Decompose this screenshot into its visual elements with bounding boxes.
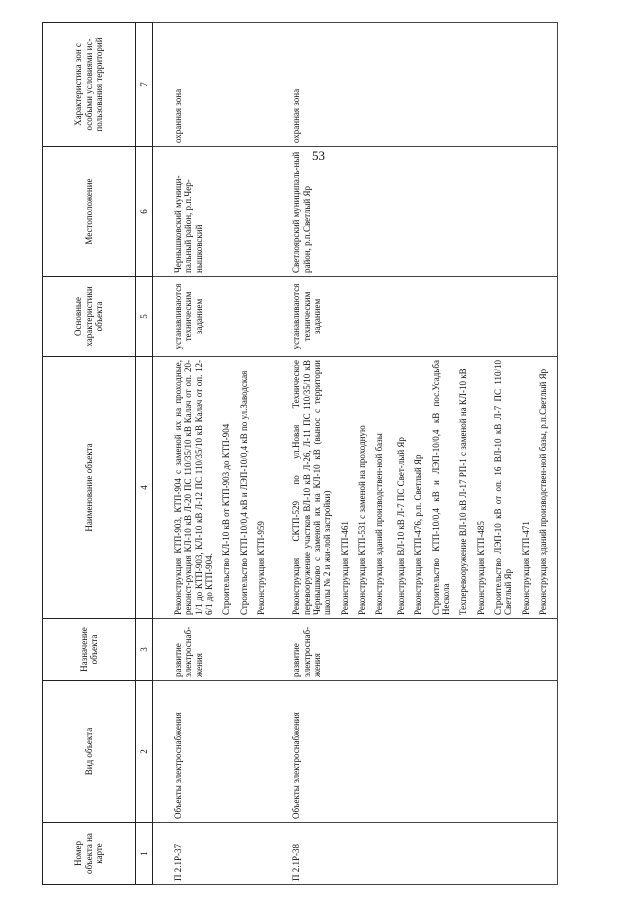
object-names — [394, 357, 558, 619]
rotated-table-container — [42, 23, 632, 885]
object-type: Объекты электроснабжения — [275, 681, 393, 823]
object-name-item: Реконструкция КТП-471 — [520, 521, 531, 615]
object-zone: охранная зона — [275, 23, 393, 147]
object-name-item: Реконструкция КТП-485 — [475, 521, 486, 615]
page-number: 53 — [312, 148, 325, 163]
object-purpose: развитие электроснаб-жения — [275, 619, 393, 681]
object-name-item: Реконструкция ВЛ-10 кВ Л-7 ПС Свет-лый Яр — [395, 437, 406, 615]
object-type: Объекты электроснабжения — [167, 681, 275, 823]
object-purpose: развитие электроснаб-жения — [167, 619, 275, 681]
spacer-row — [153, 23, 168, 885]
object-number: П 2.1Р-38 — [275, 823, 393, 885]
object-number: П 2.1Р-37 — [167, 823, 275, 885]
column-number: 1 — [136, 823, 153, 885]
object-name-item: Реконструкция КТП-476, р.п. Светлый Яр — [413, 454, 424, 615]
object-names — [167, 357, 275, 619]
header-zone: Характеристика зон с особыми условиями ис-пользования территорий — [43, 23, 136, 147]
object-name-item: Реконструкция КТП-903, КТП-904 с заменой их на проходные, реконст-рукция КЛ-10 кВ Л-20 ПС 110/35/10 кВ Калач от оп. 20-1/1 до КТП-903, КЛ-10 кВ Л-12 ПС 110/35/10 кВ Калач от оп. 12-6/1 до КТП-904. — [173, 360, 215, 615]
column-number: 3 — [136, 619, 153, 681]
column-number: 4 — [136, 357, 153, 619]
column-number: 6 — [136, 147, 153, 277]
header-purpose: Назначение объекта — [43, 619, 136, 681]
object-name-item: Строительство ЛЭП-10 кВ от оп. 16 ВЛ-10 кВ Л-7 ПС 110/10 Светлый Яр — [492, 360, 514, 615]
table-header-row — [43, 23, 136, 885]
object-name-item: Реконструкция зданий производствен-ной базы, р.п.Светлый Яр — [537, 368, 548, 615]
object-location: Чернышковский муници-пальный район, р.п.Чер-нышковский — [167, 147, 275, 277]
header-number: Номер объекта на карте — [43, 823, 136, 885]
object-names — [275, 357, 393, 619]
column-number: 7 — [136, 23, 153, 147]
object-location: Светлоярский муниципаль-ный район, р.п.Светлый Яр — [275, 147, 393, 277]
objects-table — [42, 22, 558, 885]
table-row — [275, 23, 393, 885]
column-number: 5 — [136, 277, 153, 357]
object-name-item: Строительство КЛ-10 кВ от КТП-903 до КТП-904 — [221, 423, 232, 615]
object-name-item: Реконструкция КТП-531 с заменой на проходную — [357, 425, 368, 615]
header-location: Местоположение — [43, 147, 136, 277]
object-name-item: Реконструкция СКТП-529 по ул.Новая Техническое перевооружение участков ВЛ-10 кВ Л-26, Л-11 ПС 110/35/10 кВ Чернышково с заменой их на КЛ-10 кВ (вынос с территории школы № 2 и жи-лой застройки) — [291, 360, 333, 615]
table-row — [394, 23, 558, 885]
object-name-item: Реконструкция КТП-959 — [256, 521, 267, 615]
object-zone: охранная зона — [167, 23, 275, 147]
column-number: 2 — [136, 681, 153, 823]
object-name-item: Строительство КТП-10/0,4 кВ и ЛЭП-10/0,4 кВ по ул.Заводская — [238, 370, 249, 615]
object-name-item: Реконструкция зданий производствен-ной базы — [374, 433, 385, 615]
object-characteristics: устанавливаются техническим заданием — [167, 277, 275, 357]
object-characteristics: устанавливаются техническим заданием — [275, 277, 393, 357]
table-row — [167, 23, 275, 885]
header-characteristics: Основные характеристики объекта — [43, 277, 136, 357]
object-name-item: Реконструкция КТП-461 — [339, 521, 350, 615]
object-name-item: Строительство КТП-10/0,4 кВ и ЛЭП-10/0,4 кВ пос.Усадьба Нескола — [430, 360, 451, 615]
column-numbers-row — [136, 23, 153, 885]
header-type: Вид объекта — [43, 681, 136, 823]
header-name: Наименование объекта — [43, 357, 136, 619]
object-name-item: Техперевооружение ВЛ-10 кВ Л-17 РП-1 с заменой на КЛ-10 кВ — [458, 368, 469, 615]
